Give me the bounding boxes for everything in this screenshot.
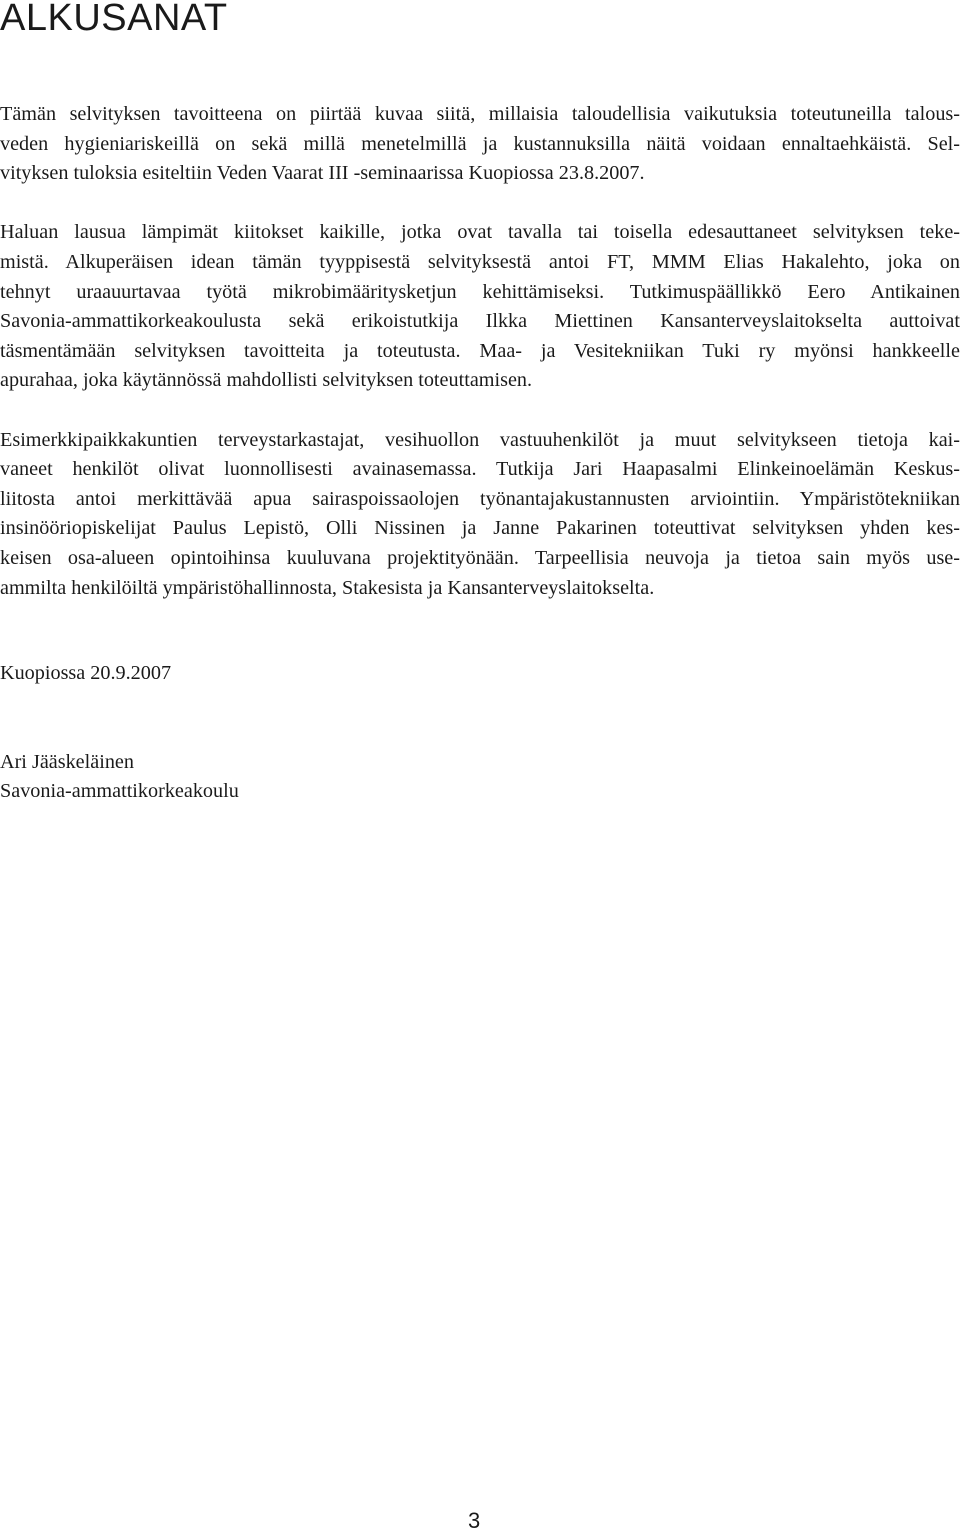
- text-line: veden hygieniariskeillä on sekä millä menetelmillä ja kustannuksilla näitä voidaan ennaltaehkäistä. Sel-: [0, 132, 960, 155]
- text-line: mistä. Alkuperäisen idean tämän tyyppisestä selvityksestä antoi FT, MMM Elias Hakalehto, joka on: [0, 250, 960, 273]
- text-line: Savonia-ammattikorkeakoulusta sekä erikoistutkija Ilkka Miettinen Kansanterveyslaitokselta auttoivat: [0, 310, 960, 333]
- body-text: [0, 100, 960, 633]
- author-name: Ari Jääskeläinen: [0, 751, 134, 773]
- text-line: täsmentämään selvityksen tavoitteita ja toteutusta. Maa- ja Vesitekniikan Tuki ry myönsi hankkeelle: [0, 339, 960, 362]
- page-heading: ALKUSANAT: [0, 0, 228, 39]
- paragraph-purpose: [0, 100, 960, 189]
- text-line: vityksen tuloksia esiteltiin Veden Vaarat III -seminaarissa Kuopiossa 23.8.2007.: [0, 162, 645, 185]
- paragraph-acknowledgements: [0, 426, 960, 604]
- text-line: vaneet henkilöt olivat luonnollisesti avainasemassa. Tutkija Jari Haapasalmi Elinkeinoelämän Keskus-: [0, 458, 960, 481]
- author-organization: Savonia-ammattikorkeakoulu: [0, 780, 239, 802]
- text-line: Haluan lausua lämpimät kiitokset kaikille, jotka ovat tavalla tai toisella edesauttaneet selvityksen teke-: [0, 221, 960, 244]
- page-number: 3: [468, 1508, 481, 1533]
- text-line: Esimerkkipaikkakuntien terveystarkastajat, vesihuollon vastuuhenkilöt ja muut selvitykseen tietoja kai-: [0, 428, 960, 451]
- text-line: liitosta antoi merkittävää apua sairaspoissaolojen työnantajakustannusten arviointiin. Ympäristötekniikan: [0, 487, 960, 510]
- text-line: keisen osa-alueen opintoihinsa kuuluvana projektityönään. Tarpeellisia neuvoja ja tietoa sain myös use-: [0, 546, 960, 569]
- text-line: tehnyt uraauurtavaa työtä mikrobimääritysketjun kehittämiseksi. Tutkimuspäällikkö Eero Antikainen: [0, 280, 960, 303]
- paragraph-thanks: [0, 218, 960, 396]
- text-line: insinööriopiskelijat Paulus Lepistö, Olli Nissinen ja Janne Pakarinen toteuttivat selvityksen yhden kes-: [0, 517, 960, 540]
- text-line: apurahaa, joka käytännössä mahdollisti selvityksen toteuttamisen.: [0, 369, 533, 392]
- text-line: Tämän selvityksen tavoitteena on piirtää kuvaa siitä, millaisia taloudellisia vaikutuksia toteutuneilla talous-: [0, 103, 960, 125]
- text-line: ammilta henkilöiltä ympäristöhallinnosta, Stakesista ja Kansanterveyslaitokselta.: [0, 576, 655, 599]
- place-and-date: Kuopiossa 20.9.2007: [0, 662, 172, 684]
